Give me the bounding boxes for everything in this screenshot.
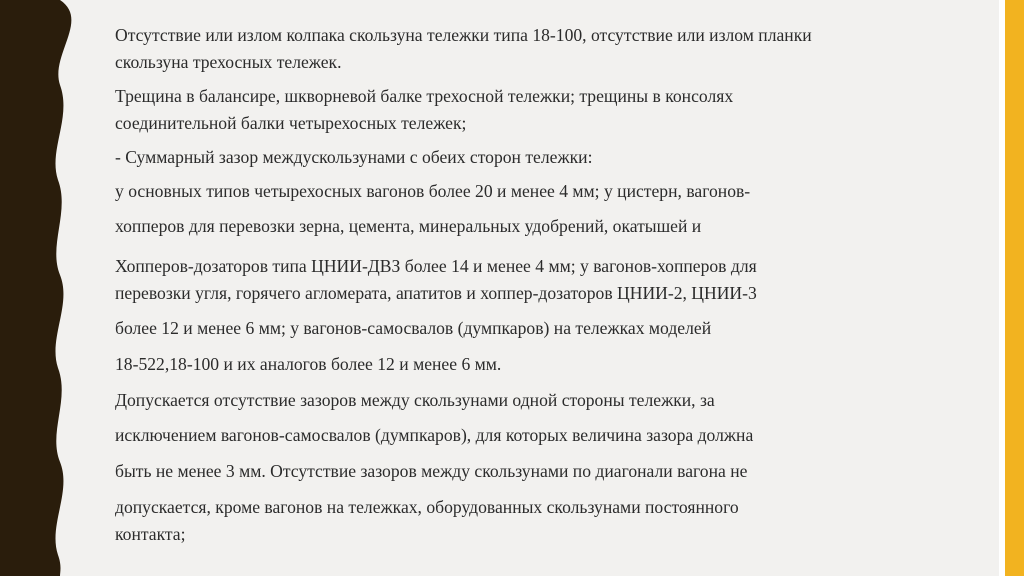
paragraph-5 <box>115 213 995 240</box>
paragraph-4 <box>115 178 995 205</box>
text-line: допускается, кроме вагонов на тележках, оборудованных скользунами постоянного <box>115 497 739 517</box>
wavy-border-decoration <box>0 0 90 576</box>
text-line: быть не менее 3 мм. Отсутствие зазоров между скользунами по диагонали вагона не <box>115 461 748 481</box>
text-line: - Суммарный зазор междускользунами с обеих сторон тележки: <box>115 147 593 167</box>
paragraph-3 <box>115 144 995 171</box>
text-line: Хопперов-дозаторов типа ЦНИИ-ДВЗ более 14 и менее 4 мм; у вагонов-хопперов для <box>115 256 757 276</box>
text-line: перевозки угля, горячего агломерата, апатитов и хоппер-дозаторов ЦНИИ-2, ЦНИИ-3 <box>115 283 757 303</box>
text-line: Отсутствие или излом колпака скользуна тележки типа 18-100, отсутствие или излом планки <box>115 25 812 45</box>
text-line: Трещина в балансире, шкворневой балке трехосной тележки; трещины в консолях <box>115 86 734 106</box>
text-line: у основных типов четырехосных вагонов более 20 и менее 4 мм; у цистерн, вагонов- <box>115 181 751 201</box>
paragraph-1 <box>115 22 995 76</box>
text-line: соединительной балки четырехосных тележек; <box>115 113 467 133</box>
text-line: 18-522,18-100 и их аналогов более 12 и менее 6 мм. <box>115 354 502 374</box>
text-line: Допускается отсутствие зазоров между скользунами одной стороны тележки, за <box>115 390 715 410</box>
text-line: хопперов для перевозки зерна, цемента, минеральных удобрений, окатышей и <box>115 216 702 236</box>
paragraph-9 <box>115 387 995 414</box>
paragraph-11 <box>115 458 995 485</box>
paragraph-12 <box>115 494 995 548</box>
slide-text-body <box>115 22 995 548</box>
paragraph-8 <box>115 351 995 378</box>
paragraph-7 <box>115 315 995 342</box>
text-line: контакта; <box>115 524 186 544</box>
text-line: исключением вагонов-самосвалов (думпкаров), для которых величина зазора должна <box>115 425 754 445</box>
text-line: более 12 и менее 6 мм; у вагонов-самосвалов (думпкаров) на тележках моделей <box>115 318 712 338</box>
paragraph-2 <box>115 83 995 137</box>
paragraph-6 <box>115 253 995 307</box>
right-accent-bar <box>1005 0 1024 576</box>
paragraph-10 <box>115 422 995 449</box>
text-line: скользуна трехосных тележек. <box>115 52 342 72</box>
